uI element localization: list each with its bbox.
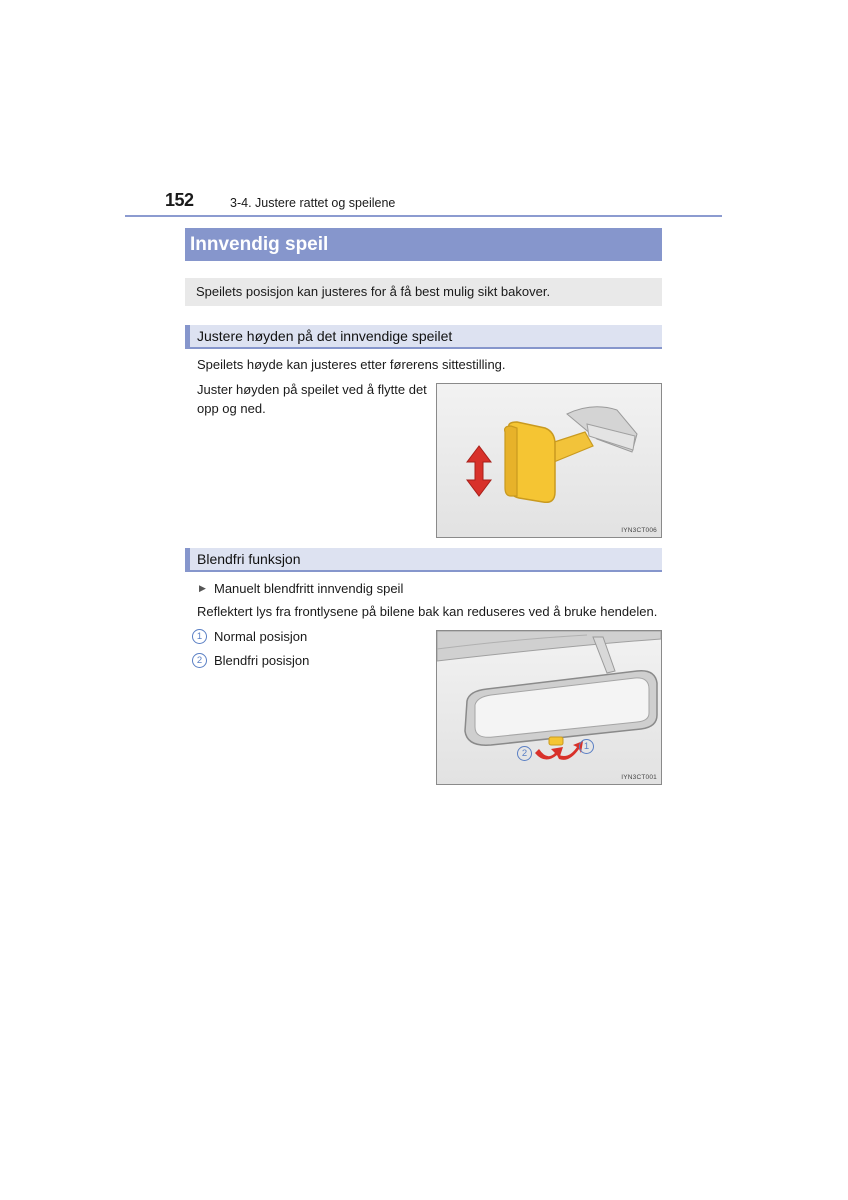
anti-glare-text: Reflektert lys fra frontlysene på bilene bak kan reduseres ved å bruke hendelen. — [197, 604, 658, 619]
chapter-title: 3-4. Justere rattet og speilene — [230, 196, 396, 210]
section-title: Innvendig speil — [185, 228, 662, 261]
header-rule — [125, 215, 722, 217]
lever-arrow-icon — [535, 747, 563, 760]
anti-glare-mirror-illustration — [437, 631, 661, 784]
figure-code-2: IYN3CT001 — [621, 774, 657, 781]
height-adjust-text: Speilets høyde kan justeres etter førerens sittestilling. — [197, 357, 506, 372]
intro-box: Speilets posisjon kan justeres for å få best mulig sikt bakover. — [185, 278, 662, 306]
anti-glare-bullet: Manuelt blendfritt innvendig speil — [214, 581, 404, 596]
item-number-2: 2 — [192, 653, 207, 668]
item-number-1: 1 — [192, 629, 207, 644]
figure-anti-glare-mirror — [436, 630, 662, 785]
mirror-height-illustration — [437, 384, 661, 537]
figure-callout-1: 1 — [579, 739, 594, 754]
figure-code-1: IYN3CT006 — [621, 527, 657, 534]
height-adjust-instruction-1: Juster høyden på speilet ved å flytte det — [197, 382, 427, 397]
up-down-arrow-icon — [467, 446, 491, 496]
height-adjust-instruction-2: opp og ned. — [197, 401, 266, 416]
item-anti-glare-position: Blendfri posisjon — [214, 653, 310, 668]
subheading-height-adjust: Justere høyden på det innvendige speilet — [185, 325, 662, 349]
item-normal-position: Normal posisjon — [214, 629, 308, 644]
figure-mirror-height — [436, 383, 662, 538]
subheading-anti-glare: Blendfri funksjon — [185, 548, 662, 572]
figure-callout-2: 2 — [517, 746, 532, 761]
bullet-arrow-icon: ▶ — [199, 583, 206, 593]
page-number: 152 — [165, 190, 194, 210]
